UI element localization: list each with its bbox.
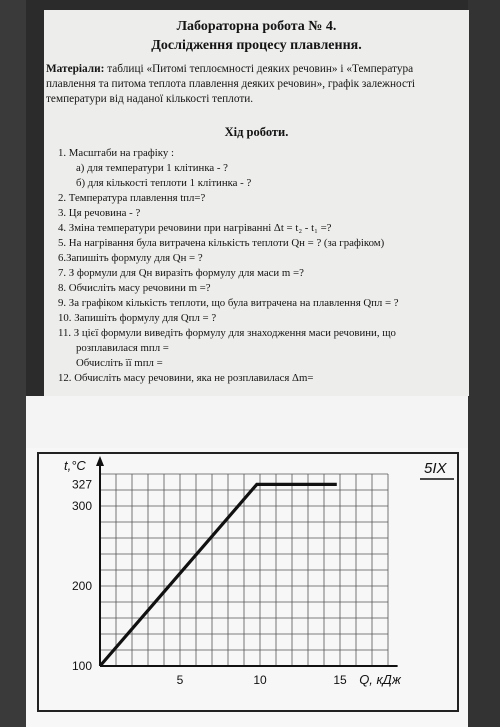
- section-title: Хід роботи.: [224, 125, 289, 139]
- materials-label: Матеріали:: [46, 63, 105, 75]
- list-item: 4. Зміна температури речовини при нагріванні Δt = t₂ - t₁ =?: [58, 222, 332, 234]
- chart-grid: [100, 474, 388, 666]
- list-item: 5. На нагрівання була витрачена кількість теплоти Qн = ? (за графіком): [58, 237, 385, 249]
- right-frame: [468, 0, 500, 727]
- materials-paragraph: [46, 62, 465, 107]
- y-axis-title: t,°C: [64, 458, 86, 473]
- x-axis-title: Q, кДж: [359, 672, 401, 687]
- page-title: Лабораторна робота № 4.: [176, 19, 337, 34]
- list-item: 10. Запишіть формулу для Qпл = ?: [58, 312, 217, 324]
- list-item: 1. Масштаби на графіку :: [58, 147, 174, 159]
- x-tick-label: 10: [253, 673, 267, 687]
- list-item: а) для температури 1 клітинка - ?: [76, 162, 228, 174]
- list-item: б) для кількості теплоти 1 клітинка - ?: [76, 177, 252, 189]
- list-item: 9. За графіком кількість теплоти, що була витрачена на плавлення Qпл = ?: [58, 297, 399, 309]
- left-frame: [0, 0, 26, 727]
- list-item: 11. З цієї формули виведіть формулу для знаходження маси речовини, що: [58, 327, 396, 339]
- materials-text: таблиці «Питомі теплоємності деяких речовин» і «Температура плавлення та питома теплота плавлення деяких речовин», графік залежності температури від наданої кількості теплоти.: [46, 63, 416, 105]
- list-item: 6.Запишіть формулу для Qн = ?: [58, 252, 203, 264]
- task-list: [44, 146, 469, 386]
- chart-labels: [64, 458, 454, 687]
- y-tick-label: 327: [71, 477, 92, 492]
- figure-number-badge: 5IX: [424, 460, 447, 477]
- spacer: [26, 396, 468, 448]
- list-item: 2. Температура плавлення tпл=?: [58, 192, 206, 204]
- page-subtitle: Дослідження процесу плавлення.: [151, 38, 362, 53]
- worksheet-page: [44, 10, 469, 396]
- list-item: Обчисліть її mпл =: [76, 357, 163, 369]
- list-item: 8. Обчисліть масу речовини m =?: [58, 282, 211, 294]
- list-item: розплавилася mпл =: [76, 342, 169, 354]
- y-axis-arrow: [96, 456, 104, 466]
- bottom-strip: [26, 716, 468, 727]
- temperature-heat-chart: [26, 448, 468, 716]
- x-tick-label: 5: [176, 673, 184, 687]
- y-tick-label: 100: [71, 659, 92, 673]
- y-tick-label: 200: [71, 579, 92, 593]
- chart-marks: [100, 484, 337, 666]
- series-line: [100, 484, 337, 666]
- chart-axes: [96, 456, 398, 666]
- list-item: 3. Ця речовина - ?: [58, 207, 141, 219]
- list-item: 7. З формули для Qн виразіть формулу для маси m =?: [58, 267, 304, 279]
- graph-card: [26, 448, 468, 716]
- x-tick-label: 15: [333, 673, 347, 687]
- y-tick-label: 300: [71, 499, 92, 513]
- list-item: 12. Обчисліть масу речовини, яка не розплавилася Δm=: [58, 372, 314, 384]
